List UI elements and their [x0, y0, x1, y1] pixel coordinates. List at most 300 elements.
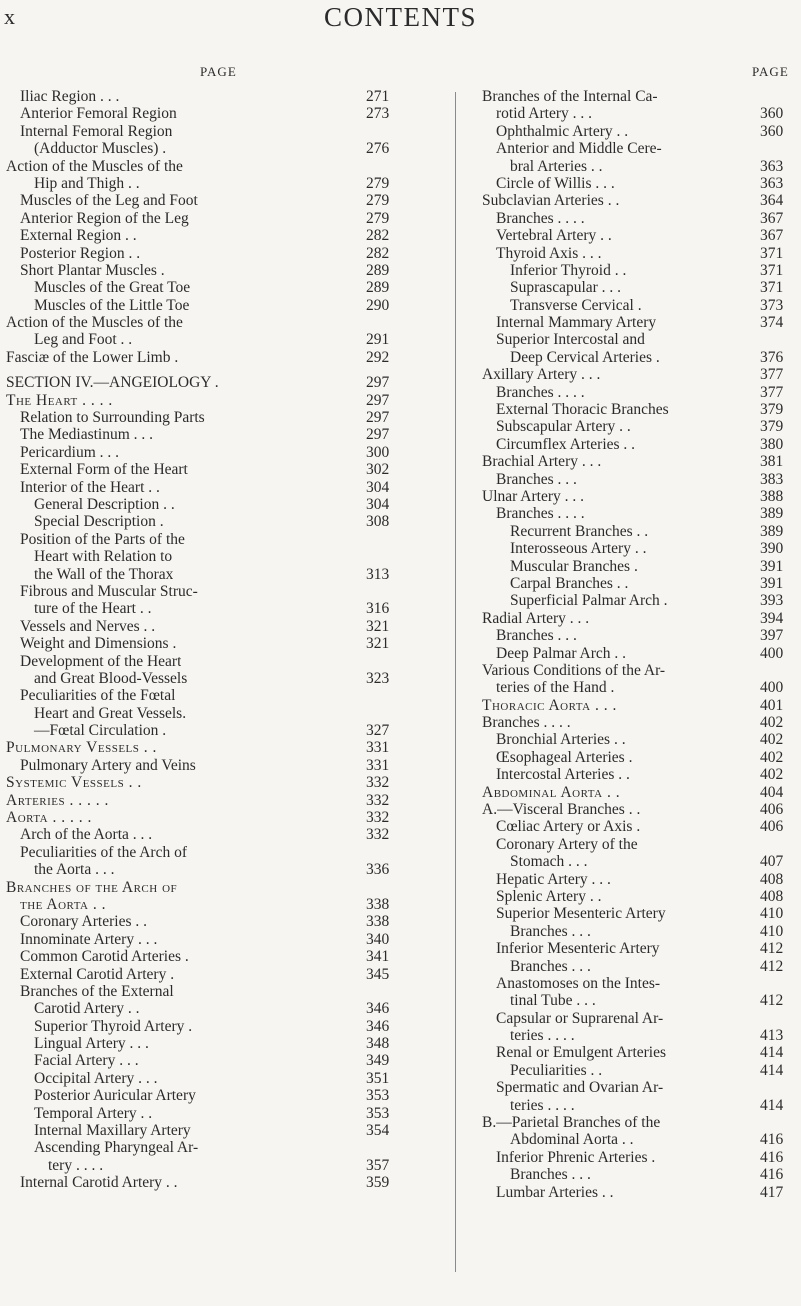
toc-entry-title: Arch of the Aorta . . . — [20, 826, 153, 844]
toc-entry-page: 279 — [366, 209, 390, 227]
toc-entry — [6, 374, 394, 391]
toc-entry — [6, 566, 394, 583]
toc-entry — [6, 1000, 394, 1017]
toc-entry — [482, 88, 788, 105]
toc-entry-page: 282 — [366, 244, 390, 262]
toc-entry-page: 412 — [760, 957, 784, 975]
toc-entry-page: 380 — [760, 435, 784, 453]
page-number: x — [4, 4, 15, 29]
toc-entry — [482, 1027, 788, 1044]
toc-entry-title: Pulmonary Vessels . . — [6, 739, 157, 757]
toc-entry-title: bral Arteries . . — [510, 157, 603, 175]
toc-entry-title: Hepatic Artery . . . — [496, 870, 611, 888]
toc-entry-title: Peculiarities . . — [510, 1061, 603, 1079]
right-column — [482, 88, 788, 1201]
toc-entry-page: 300 — [366, 443, 390, 461]
toc-entry — [482, 366, 788, 383]
toc-entry-page: 353 — [366, 1104, 390, 1122]
toc-entry — [482, 331, 788, 348]
toc-entry — [6, 687, 394, 704]
toc-entry-title: Cœliac Artery or Axis . — [496, 818, 641, 836]
toc-entry-title: Internal Carotid Artery . . — [20, 1174, 178, 1192]
toc-entry-title: Muscles of the Little Toe — [34, 296, 190, 314]
toc-entry-page: 331 — [366, 756, 390, 774]
toc-entry — [482, 488, 788, 505]
toc-entry-title: Transverse Cervical . — [510, 296, 642, 314]
toc-entry-title: rotid Artery . . . — [496, 105, 592, 123]
toc-entry-page: 390 — [760, 540, 784, 558]
toc-entry — [6, 757, 394, 774]
toc-entry-page: 402 — [760, 766, 784, 784]
toc-entry — [482, 1062, 788, 1079]
toc-entry-page: 338 — [366, 895, 390, 913]
toc-entry — [482, 140, 788, 157]
toc-entry — [6, 879, 394, 896]
toc-entry — [482, 384, 788, 401]
toc-entry — [6, 931, 394, 948]
toc-entry — [482, 714, 788, 731]
toc-entry-page: 332 — [366, 774, 390, 792]
toc-entry — [6, 392, 394, 409]
toc-entry-page: 371 — [760, 261, 784, 279]
toc-entry — [6, 653, 394, 670]
toc-entry-page: 346 — [366, 1000, 390, 1018]
toc-entry-page: 374 — [760, 314, 784, 332]
toc-entry-title: Brachial Artery . . . — [482, 453, 602, 471]
toc-entry — [482, 349, 788, 366]
toc-entry-page: 304 — [366, 478, 390, 496]
toc-entry — [482, 784, 788, 801]
toc-entry — [482, 245, 788, 262]
toc-entry-title: The Heart . . . . — [6, 391, 113, 409]
toc-entry — [482, 662, 788, 679]
left-column — [6, 88, 394, 1192]
toc-entry-page: 332 — [366, 791, 390, 809]
toc-entry-page: 336 — [366, 861, 390, 879]
toc-entry-page: 414 — [760, 1096, 784, 1114]
toc-entry — [482, 645, 788, 662]
toc-entry-title: Subscapular Artery . . — [496, 418, 631, 436]
toc-entry-title: The Mediastinum . . . — [20, 426, 154, 444]
toc-entry-title: Branches . . . . — [496, 505, 585, 523]
toc-entry — [482, 540, 788, 557]
toc-entry-title: the Aorta . . — [20, 895, 106, 913]
toc-entry — [482, 314, 788, 331]
toc-entry-page: 289 — [366, 261, 390, 279]
toc-entry-title: Aorta . . . . . — [6, 809, 92, 827]
section-gap — [6, 366, 394, 374]
toc-entry-title: A.—Visceral Branches . . — [482, 801, 641, 819]
toc-entry — [6, 948, 394, 965]
toc-entry-title: Ascending Pharyngeal Ar- — [34, 1139, 199, 1157]
toc-entry — [482, 192, 788, 209]
toc-entry — [6, 774, 394, 791]
toc-entry-page: 373 — [760, 296, 784, 314]
toc-entry-title: tery . . . . — [48, 1156, 104, 1174]
toc-entry — [482, 210, 788, 227]
toc-entry — [6, 531, 394, 548]
toc-entry-page: 377 — [760, 366, 784, 384]
toc-entry — [482, 297, 788, 314]
toc-entry-title: —Fœtal Circulation . — [34, 722, 167, 740]
toc-entry — [482, 610, 788, 627]
toc-entry — [482, 627, 788, 644]
toc-entry-page: 401 — [760, 696, 784, 714]
toc-entry-title: Œsophageal Arteries . — [496, 748, 633, 766]
toc-entry — [482, 279, 788, 296]
toc-entry-title: Branches . . . . — [496, 383, 585, 401]
toc-entry — [482, 123, 788, 140]
toc-entry — [6, 635, 394, 652]
toc-entry-title: Coronary Artery of the — [496, 835, 638, 853]
toc-entry — [482, 836, 788, 853]
toc-entry-title: Carotid Artery . . — [34, 1000, 140, 1018]
toc-entry-title: Anastomoses on the Intes- — [496, 974, 661, 992]
toc-entry-title: Short Plantar Muscles . — [20, 261, 165, 279]
toc-entry — [482, 1097, 788, 1114]
toc-entry-page: 302 — [366, 461, 390, 479]
toc-entry — [482, 679, 788, 696]
toc-entry — [6, 739, 394, 756]
toc-entry — [6, 461, 394, 478]
toc-entry-page: 416 — [760, 1131, 784, 1149]
toc-entry-title: Circle of Willis . . . — [496, 174, 615, 192]
toc-entry-title: Deep Palmar Arch . . — [496, 644, 626, 662]
toc-entry-page: 351 — [366, 1069, 390, 1087]
toc-entry — [482, 1149, 788, 1166]
toc-entry-page: 321 — [366, 635, 390, 653]
toc-entry-page: 417 — [760, 1183, 784, 1201]
toc-entry-title: Internal Maxillary Artery — [34, 1122, 191, 1140]
toc-entry — [482, 818, 788, 835]
toc-entry-title: Common Carotid Arteries . — [20, 948, 189, 966]
toc-entry — [6, 1157, 394, 1174]
toc-entry-title: Internal Femoral Region — [20, 122, 173, 140]
toc-entry-title: Radial Artery . . . — [482, 609, 590, 627]
toc-entry-page: 402 — [760, 714, 784, 732]
toc-entry — [6, 279, 394, 296]
toc-entry-page: 410 — [760, 922, 784, 940]
toc-entry-title: Thyroid Axis . . . — [496, 244, 602, 262]
toc-entry-page: 279 — [366, 174, 390, 192]
toc-entry-title: the Wall of the Thorax — [34, 565, 174, 583]
toc-entry — [6, 1105, 394, 1122]
toc-entry-title: Interosseous Artery . . — [510, 540, 647, 558]
toc-entry — [482, 436, 788, 453]
toc-entry — [6, 705, 394, 722]
toc-entry-title: Posterior Region . . — [20, 244, 141, 262]
toc-entry-title: External Form of the Heart — [20, 461, 188, 479]
toc-entry-title: Subclavian Arteries . . — [482, 192, 620, 210]
toc-entry-title: Stomach . . . — [510, 853, 588, 871]
toc-entry — [6, 913, 394, 930]
toc-entry — [482, 801, 788, 818]
toc-entry — [6, 861, 394, 878]
toc-entry-page: 414 — [760, 1044, 784, 1062]
toc-entry-page: 332 — [366, 809, 390, 827]
toc-entry-title: Capsular or Suprarenal Ar- — [496, 1009, 664, 1027]
toc-entry — [482, 731, 788, 748]
toc-entry-title: Position of the Parts of the — [20, 530, 185, 548]
toc-entry-page: 404 — [760, 783, 784, 801]
toc-entry-title: Anterior Region of the Leg — [20, 209, 189, 227]
toc-entry-page: 316 — [366, 600, 390, 618]
toc-entry — [482, 1166, 788, 1183]
toc-entry-title: Superior Thyroid Artery . — [34, 1017, 193, 1035]
toc-entry-page: 371 — [760, 279, 784, 297]
toc-entry — [6, 426, 394, 443]
page-title: CONTENTS — [324, 2, 477, 32]
toc-entry — [482, 871, 788, 888]
left-page-label: PAGE — [200, 64, 237, 79]
toc-entry-page: 357 — [366, 1156, 390, 1174]
toc-entry-page: 400 — [760, 644, 784, 662]
toc-entry-title: Heart with Relation to — [34, 548, 173, 566]
toc-entry-title: Pulmonary Artery and Veins — [20, 756, 196, 774]
toc-entry — [482, 766, 788, 783]
toc-entry-title: Muscular Branches . — [510, 557, 638, 575]
toc-entry-title: Peculiarities of the Fœtal — [20, 687, 176, 705]
toc-entry-page: 359 — [366, 1174, 390, 1192]
toc-entry — [482, 401, 788, 418]
toc-entry-title: Branches . . . . — [496, 209, 585, 227]
toc-entry — [6, 966, 394, 983]
toc-entry — [6, 1139, 394, 1156]
toc-entry-title: Branches . . . — [510, 1166, 591, 1184]
toc-entry-page: 292 — [366, 348, 390, 366]
toc-entry-page: 376 — [760, 348, 784, 366]
toc-entry-page: 391 — [760, 557, 784, 575]
toc-entry-title: B.—Parietal Branches of the — [482, 1114, 661, 1132]
toc-entry-title: Heart and Great Vessels. — [34, 704, 187, 722]
toc-entry — [6, 1174, 394, 1191]
toc-entry-page: 383 — [760, 470, 784, 488]
toc-entry — [6, 409, 394, 426]
toc-entry-title: External Thoracic Branches — [496, 401, 669, 419]
toc-entry — [482, 418, 788, 435]
toc-entry — [6, 670, 394, 687]
toc-entry-page: 340 — [366, 930, 390, 948]
toc-entry-title: Branches of the External — [20, 982, 174, 1000]
toc-entry-title: Branches of the Arch of — [6, 878, 178, 896]
toc-entry — [482, 940, 788, 957]
toc-entry-page: 349 — [366, 1052, 390, 1070]
toc-entry — [482, 958, 788, 975]
toc-entry-title: Iliac Region . . . — [20, 88, 120, 105]
toc-entry — [482, 697, 788, 714]
toc-entry-title: Muscles of the Great Toe — [34, 279, 191, 297]
toc-entry-page: 371 — [760, 244, 784, 262]
toc-entry-title: Peculiarities of the Arch of — [20, 843, 188, 861]
toc-entry — [482, 1114, 788, 1131]
toc-entry-page: 416 — [760, 1148, 784, 1166]
toc-entry — [6, 227, 394, 244]
toc-entry-title: Special Description . — [34, 513, 164, 531]
toc-entry-page: 389 — [760, 522, 784, 540]
toc-entry — [6, 618, 394, 635]
toc-entry — [6, 1018, 394, 1035]
toc-entry — [6, 583, 394, 600]
toc-entry-page: 363 — [760, 157, 784, 175]
toc-entry-title: Axillary Artery . . . — [482, 366, 601, 384]
toc-entry-title: Muscles of the Leg and Foot — [20, 192, 198, 210]
toc-entry-title: Temporal Artery . . — [34, 1104, 153, 1122]
toc-entry-title: External Carotid Artery . — [20, 965, 175, 983]
toc-entry-page: 338 — [366, 913, 390, 931]
toc-entry-title: Suprascapular . . . — [510, 279, 622, 297]
toc-entry — [482, 471, 788, 488]
toc-entry-title: Renal or Emulgent Arteries — [496, 1044, 667, 1062]
toc-entry — [6, 792, 394, 809]
toc-entry-page: 367 — [760, 209, 784, 227]
toc-entry-page: 379 — [760, 401, 784, 419]
toc-entry-title: Branches . . . — [510, 922, 591, 940]
toc-entry-title: Lumbar Arteries . . — [496, 1183, 614, 1201]
toc-entry — [6, 722, 394, 739]
right-page-label: PAGE — [752, 64, 789, 79]
toc-entry-page: 410 — [760, 905, 784, 923]
toc-entry-page: 289 — [366, 279, 390, 297]
toc-entry — [6, 210, 394, 227]
toc-entry — [6, 844, 394, 861]
toc-entry-page: 297 — [366, 426, 390, 444]
toc-entry-title: Lingual Artery . . . — [34, 1035, 149, 1053]
toc-entry-title: Fibrous and Muscular Struc- — [20, 582, 198, 600]
toc-entry-page: 353 — [366, 1087, 390, 1105]
toc-entry — [6, 896, 394, 913]
toc-entry-page: 367 — [760, 227, 784, 245]
toc-entry-page: 391 — [760, 574, 784, 592]
toc-entry-title: Facial Artery . . . — [34, 1052, 139, 1070]
toc-entry-page: 412 — [760, 992, 784, 1010]
toc-entry-title: Abdominal Aorta . . — [482, 783, 621, 801]
toc-entry — [482, 905, 788, 922]
toc-entry-title: Internal Mammary Artery — [496, 314, 657, 332]
toc-entry-title: Systemic Vessels . . — [6, 774, 142, 792]
toc-entry — [482, 575, 788, 592]
toc-entry-page: 354 — [366, 1122, 390, 1140]
toc-entry-page: 290 — [366, 296, 390, 314]
toc-entry-page: 406 — [760, 801, 784, 819]
toc-entry-title: Pericardium . . . — [20, 443, 120, 461]
toc-entry — [6, 513, 394, 530]
toc-entry-page: 341 — [366, 948, 390, 966]
toc-entry-page: 323 — [366, 669, 390, 687]
toc-entry-title: Relation to Surrounding Parts — [20, 409, 205, 427]
toc-entry — [482, 453, 788, 470]
toc-entry — [6, 123, 394, 140]
toc-entry — [6, 1052, 394, 1069]
toc-entry-page: 360 — [760, 105, 784, 123]
toc-entry-title: Bronchial Arteries . . — [496, 731, 626, 749]
toc-entry — [6, 245, 394, 262]
toc-entry — [6, 826, 394, 843]
toc-entry — [6, 809, 394, 826]
toc-entry-page: 360 — [760, 122, 784, 140]
toc-entry-title: Vertebral Artery . . — [496, 227, 612, 245]
toc-entry-title: Branches of the Internal Ca- — [482, 88, 658, 105]
toc-entry-page: 327 — [366, 722, 390, 740]
toc-entry-title: teries . . . . — [510, 1027, 575, 1045]
toc-entry-title: tinal Tube . . . — [510, 992, 596, 1010]
toc-entry — [482, 158, 788, 175]
toc-entry-title: Fasciæ of the Lower Limb . — [6, 348, 179, 366]
toc-entry — [482, 853, 788, 870]
toc-entry-page: 313 — [366, 565, 390, 583]
toc-entry-page: 273 — [366, 105, 390, 123]
toc-entry-title: Abdominal Aorta . . — [510, 1131, 634, 1149]
toc-entry-page: 408 — [760, 870, 784, 888]
toc-entry-title: Anterior and Middle Cere- — [496, 140, 662, 158]
toc-entry — [6, 349, 394, 366]
toc-entry — [6, 1122, 394, 1139]
toc-entry-title: Occipital Artery . . . — [34, 1069, 158, 1087]
toc-entry-page: 406 — [760, 818, 784, 836]
toc-entry-page: 400 — [760, 679, 784, 697]
toc-entry — [6, 1087, 394, 1104]
toc-entry-title: Weight and Dimensions . — [20, 635, 177, 653]
toc-entry — [482, 888, 788, 905]
toc-entry-title: Vessels and Nerves . . — [20, 617, 156, 635]
toc-entry — [6, 331, 394, 348]
toc-entry-title: Intercostal Arteries . . — [496, 766, 630, 784]
toc-entry — [482, 227, 788, 244]
toc-entry — [6, 1035, 394, 1052]
toc-entry-page: 297 — [366, 409, 390, 427]
toc-entry-title: SECTION IV.—ANGEIOLOGY . — [6, 374, 219, 392]
toc-entry — [6, 444, 394, 461]
toc-entry — [482, 1010, 788, 1027]
toc-entry — [482, 1079, 788, 1096]
toc-entry-title: Interior of the Heart . . — [20, 478, 160, 496]
toc-entry — [6, 140, 394, 157]
toc-entry-page: 321 — [366, 617, 390, 635]
toc-entry-page: 388 — [760, 487, 784, 505]
toc-entry-title: Thoracic Aorta . . . — [482, 696, 617, 714]
toc-entry-title: Branches . . . — [496, 470, 577, 488]
toc-entry-title: Superior Mesenteric Artery — [496, 905, 666, 923]
toc-entry-page: 394 — [760, 609, 784, 627]
toc-entry-page: 416 — [760, 1166, 784, 1184]
toc-entry-page: 414 — [760, 1061, 784, 1079]
toc-entry — [482, 592, 788, 609]
toc-entry — [6, 175, 394, 192]
toc-entry-title: the Aorta . . . — [34, 861, 115, 879]
toc-entry-page: 377 — [760, 383, 784, 401]
toc-entry-page: 393 — [760, 592, 784, 610]
toc-entry-title: Superior Intercostal and — [496, 331, 645, 349]
toc-entry-title: Deep Cervical Arteries . — [510, 348, 660, 366]
toc-entry — [6, 1070, 394, 1087]
toc-entry — [482, 1184, 788, 1201]
toc-entry — [6, 548, 394, 565]
toc-entry — [6, 314, 394, 331]
toc-entry-title: Innominate Artery . . . — [20, 930, 158, 948]
toc-entry — [482, 105, 788, 122]
toc-entry-title: Hip and Thigh . . — [34, 174, 140, 192]
toc-entry-page: 379 — [760, 418, 784, 436]
toc-entry-title: Superficial Palmar Arch . — [510, 592, 668, 610]
toc-entry-title: Action of the Muscles of the — [6, 314, 183, 332]
toc-entry-page: 332 — [366, 826, 390, 844]
toc-entry-page: 308 — [366, 513, 390, 531]
toc-entry-page: 271 — [366, 88, 390, 105]
toc-entry-page: 276 — [366, 140, 390, 158]
toc-entry-page: 348 — [366, 1035, 390, 1053]
toc-entry — [6, 600, 394, 617]
toc-entry-page: 346 — [366, 1017, 390, 1035]
toc-entry — [482, 262, 788, 279]
